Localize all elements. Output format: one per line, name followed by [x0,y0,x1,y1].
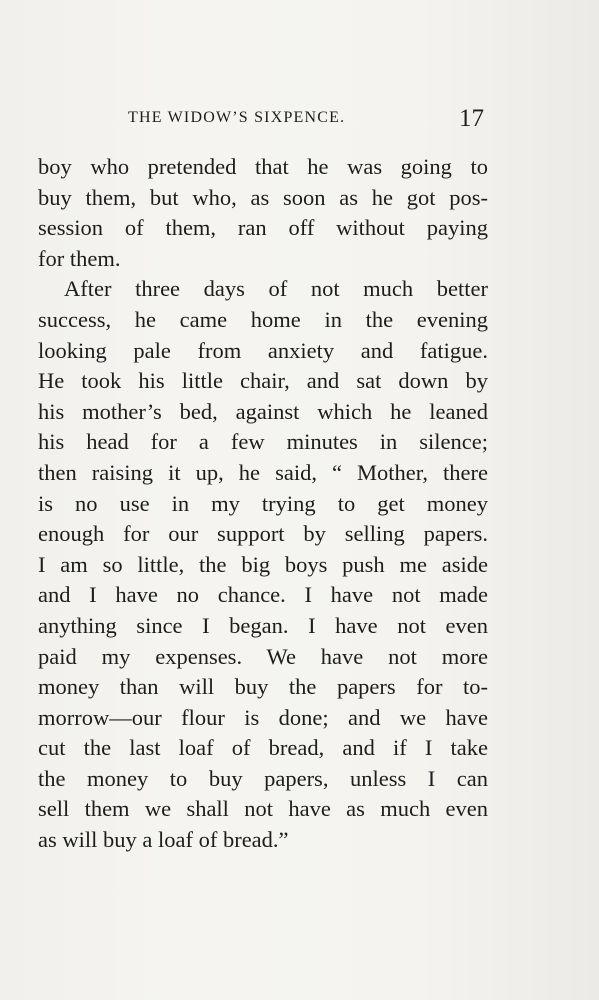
text-line: I am so little, the big boys push me aside [38,551,488,577]
text-line: boy who pretended that he was going to [38,154,488,179]
text-line: looking pale from anxiety and fatigue. [38,337,488,363]
text-line: and I have no chance. I have not made [38,582,488,608]
text-line: He took his little chair, and sat down by [38,368,488,394]
text-line: anything since I began. I have not even [38,612,488,638]
text-line: is no use in my trying to get money [38,490,488,516]
text-line: the money to buy papers, unless I can [38,765,488,791]
running-title: THE WIDOW’S SIXPENCE. [128,109,346,126]
text-line: money than will buy the papers for to- [38,674,488,700]
text-line: cut the last loaf of bread, and if I take [38,735,488,761]
text-line: buy them, but who, as soon as he got pos- [38,184,488,210]
text-line: his head for a few minutes in silence; [38,429,488,455]
text-line: paid my expenses. We have not more [38,643,488,669]
text-line: After three days of not much better [64,276,488,302]
body-text [38,152,488,856]
text-line: success, he came home in the evening [38,306,488,332]
text-line: his mother’s bed, against which he leaned [38,398,488,424]
text-line: then raising it up, he said, “ Mother, there [38,459,488,485]
page-number: 17 [459,105,484,132]
text-line: session of them, ran off without paying [38,215,488,241]
text-line: morrow—our flour is done; and we have [38,704,488,730]
text-line: for them. [38,245,121,271]
text-line: sell them we shall not have as much even [38,796,488,822]
text-line: enough for our support by selling papers. [38,521,488,547]
text-line: as will buy a loaf of bread.” [38,827,289,853]
page-header [128,105,484,135]
